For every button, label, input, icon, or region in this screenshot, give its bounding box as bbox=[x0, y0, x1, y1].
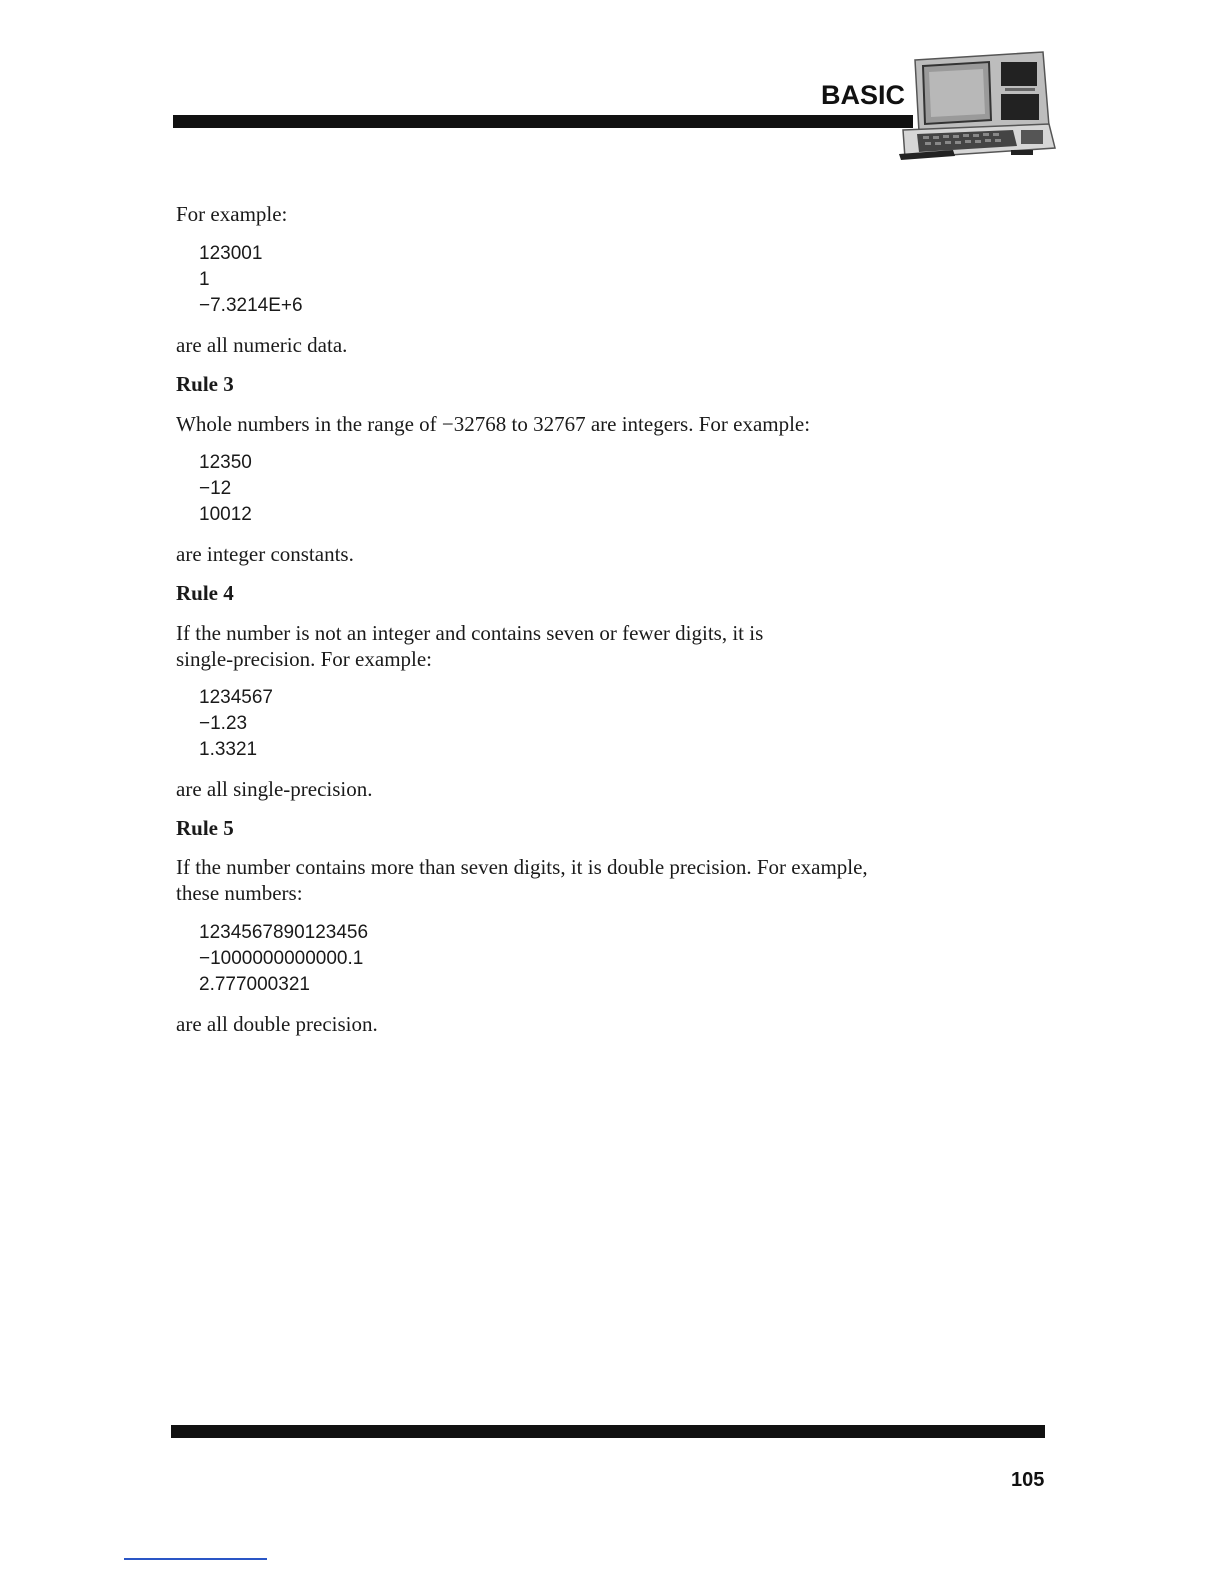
rule5-text-line2: these numbers: bbox=[176, 881, 303, 905]
rule5-example-list bbox=[199, 920, 368, 998]
scan-mark bbox=[124, 1558, 267, 1560]
footer-rule bbox=[171, 1425, 1045, 1438]
rule3-heading: Rule 3 bbox=[176, 372, 234, 396]
code-line: 1 bbox=[199, 269, 210, 290]
rule4-note: are all single-precision. bbox=[176, 777, 373, 801]
rule4-heading: Rule 4 bbox=[176, 581, 234, 605]
numeric-example-list bbox=[199, 241, 303, 319]
code-line: 123001 bbox=[199, 243, 263, 264]
chapter-title: BASIC bbox=[821, 80, 906, 110]
intro-text: For example: bbox=[176, 202, 288, 226]
code-line: −12 bbox=[199, 478, 232, 499]
rule4-example-list bbox=[199, 685, 273, 763]
rule3-text: Whole numbers in the range of −32768 to 32767 are integers. For example: bbox=[176, 412, 811, 436]
code-line: −1000000000000.1 bbox=[199, 948, 364, 969]
rule5-note: are all double precision. bbox=[176, 1012, 378, 1036]
rule3-note: are integer constants. bbox=[176, 542, 354, 566]
code-line: 1234567890123456 bbox=[199, 922, 369, 943]
header-rule bbox=[173, 115, 913, 128]
rule4-text-line1: If the number is not an integer and contains seven or fewer digits, it is bbox=[176, 621, 764, 645]
rule5-text-line1: If the number contains more than seven digits, it is double precision. For example, bbox=[176, 855, 868, 879]
rule5-heading: Rule 5 bbox=[176, 816, 234, 840]
code-line: 1.3321 bbox=[199, 739, 258, 760]
code-line: 2.777000321 bbox=[199, 974, 310, 995]
rule3-example-list bbox=[199, 450, 252, 528]
rule4-text-line2: single-precision. For example: bbox=[176, 647, 433, 671]
numeric-note: are all numeric data. bbox=[176, 333, 348, 357]
code-line: −1.23 bbox=[199, 713, 248, 734]
code-line: 12350 bbox=[199, 452, 252, 473]
page-number: 105 bbox=[1011, 1469, 1045, 1491]
code-line: 10012 bbox=[199, 504, 252, 525]
code-line: 1234567 bbox=[199, 687, 273, 708]
desktop-computer-icon bbox=[893, 48, 1065, 170]
code-line: −7.3214E+6 bbox=[199, 295, 303, 316]
